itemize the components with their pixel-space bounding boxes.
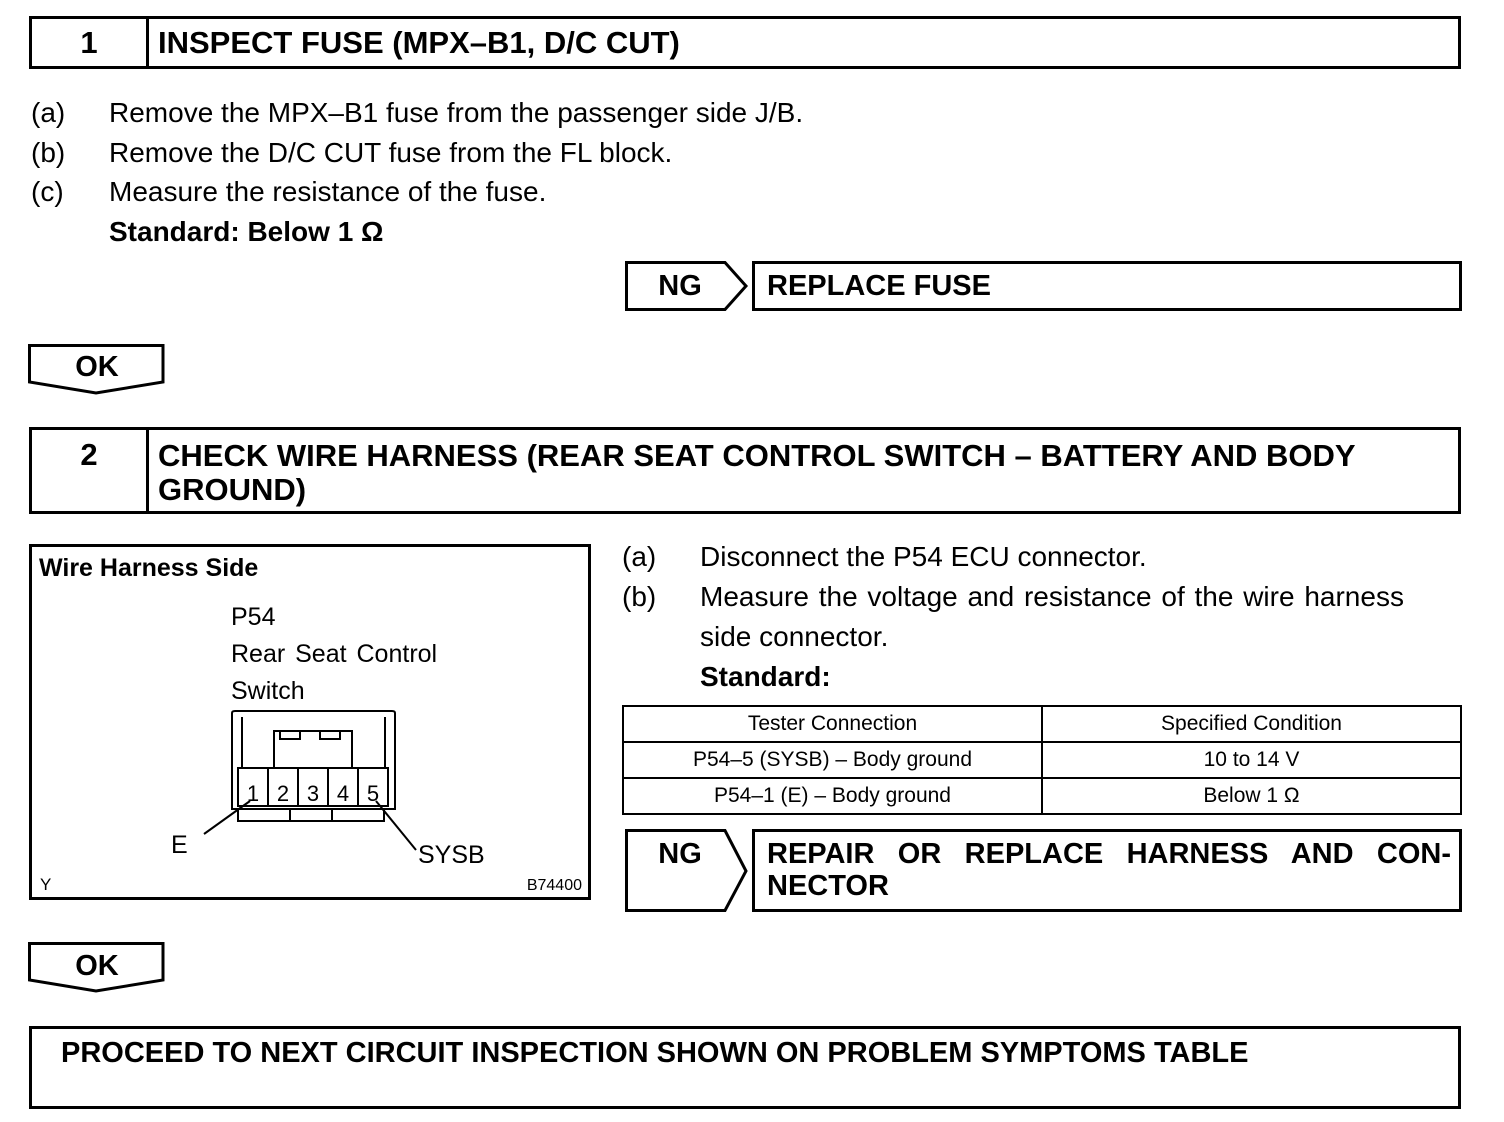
instruction-text: Disconnect the P54 ECU connector.: [700, 541, 1147, 572]
step1-standard: Standard: Below 1 Ω: [109, 216, 384, 247]
step1-ng-action: REPLACE FUSE: [767, 270, 991, 302]
step2-ok-label: OK: [75, 950, 119, 982]
step2-title-line2: GROUND): [158, 472, 307, 507]
table-header: Tester Connection: [623, 706, 1042, 742]
step1-header: [29, 16, 1461, 69]
pin-e-label: E: [171, 831, 188, 859]
final-action-box: [29, 1026, 1461, 1109]
connector-name-line1: Rear Seat Control: [231, 640, 438, 668]
pin-label: 5: [366, 781, 380, 806]
instruction-label: (b): [31, 137, 66, 168]
pin-label: 1: [246, 781, 260, 806]
step1-ok-label: OK: [75, 351, 119, 383]
instruction-text: Measure the voltage and resistance of the wire harness: [700, 581, 1404, 612]
step1-ng-action-box: [752, 261, 1462, 311]
instruction-text: Remove the D/C CUT fuse from the FL block.: [109, 137, 673, 168]
table-cell: P54–1 (E) – Body ground: [623, 778, 1042, 814]
instruction-label: (b): [622, 581, 657, 612]
table-row: [623, 742, 1461, 778]
standard-table: [622, 705, 1462, 815]
instruction-label: (c): [31, 176, 64, 207]
connector-id: P54: [231, 603, 276, 631]
pin-sysb-label: SYSB: [418, 841, 485, 869]
step2-ng-action-box: [752, 829, 1462, 912]
step2-standard-label: Standard:: [700, 661, 831, 692]
step1-number: 1: [32, 19, 149, 66]
step2-number: 2: [32, 430, 149, 511]
instruction-label: (a): [31, 97, 66, 128]
figure-code: B74400: [526, 877, 582, 894]
instruction-label: (a): [622, 541, 657, 572]
connector-name-line2: Switch: [231, 677, 305, 705]
figure-heading: Wire Harness Side: [39, 554, 259, 582]
step2-title-line1: CHECK WIRE HARNESS (REAR SEAT CONTROL SWITCH – BATTERY AND BODY: [158, 438, 1356, 473]
final-action-text: PROCEED TO NEXT CIRCUIT INSPECTION SHOWN ON PROBLEM SYMPTOMS TABLE: [61, 1037, 1249, 1069]
pin-label: 3: [306, 781, 320, 806]
step1-ng-label: NG: [658, 270, 702, 302]
figure-corner-mark: Y: [40, 875, 52, 894]
table-row: [623, 778, 1461, 814]
step2-ng-action-line2: NECTOR: [767, 870, 889, 902]
pin-label: 2: [276, 781, 290, 806]
table-header-row: [623, 706, 1461, 742]
table-header: Specified Condition: [1042, 706, 1461, 742]
instruction-text: Measure the resistance of the fuse.: [109, 176, 547, 207]
table-cell: P54–5 (SYSB) – Body ground: [623, 742, 1042, 778]
table-cell: 10 to 14 V: [1042, 742, 1461, 778]
step1-title: INSPECT FUSE (MPX–B1, D/C CUT): [158, 25, 680, 60]
step2-header: [29, 427, 1461, 514]
pin-label: 4: [336, 781, 350, 806]
wire-harness-figure: [29, 544, 591, 900]
connector-diagram: [32, 547, 588, 897]
step2-instruction-b-cont: side connector.: [700, 621, 889, 652]
step2-ng-action-line1: REPAIR OR REPLACE HARNESS AND CON-: [767, 838, 1451, 870]
instruction-text: Remove the MPX–B1 fuse from the passenger side J/B.: [109, 97, 804, 128]
step2-ng-label: NG: [658, 838, 702, 870]
table-cell: Below 1 Ω: [1042, 778, 1461, 814]
